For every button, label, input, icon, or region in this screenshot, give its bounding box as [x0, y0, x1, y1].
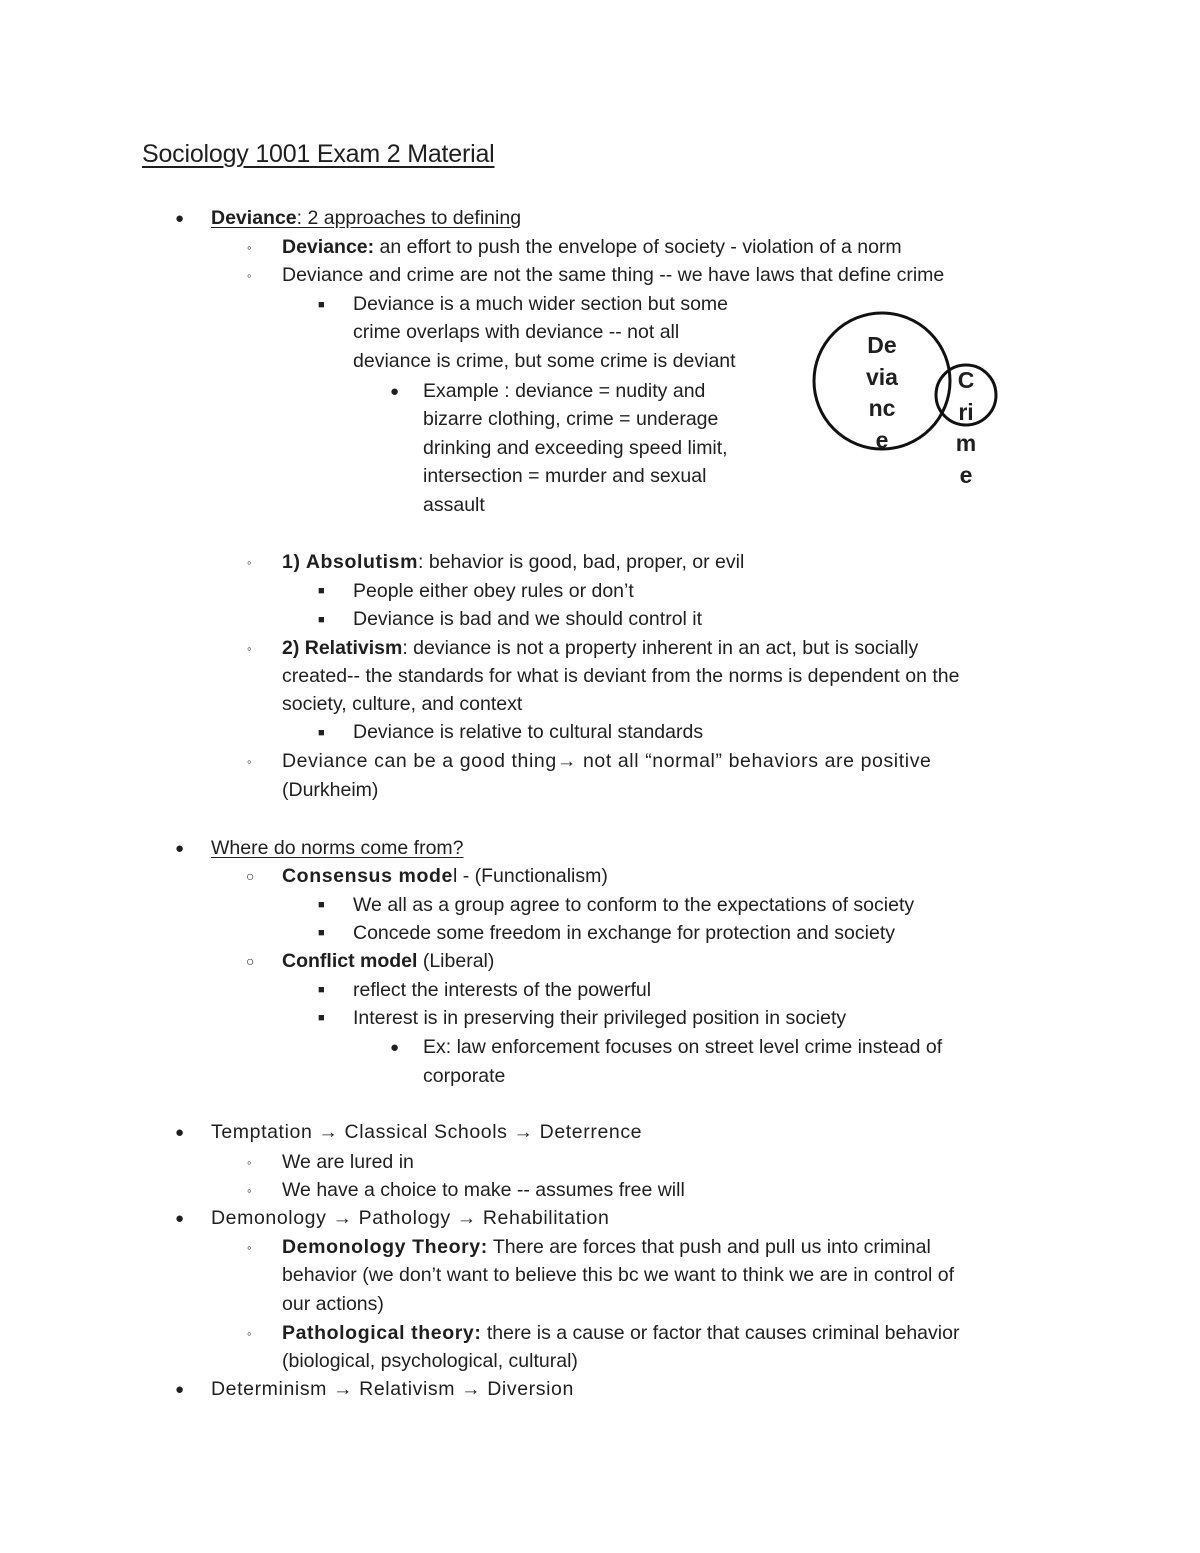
bullet-hollow-icon: ◦ [247, 1326, 252, 1341]
bullet-hollow-icon: ◦ [247, 754, 252, 769]
list-item: Concede some freedom in exchange for protection and society [353, 922, 895, 944]
bullet-hollow-icon: ◦ [247, 1155, 252, 1170]
bullet-hollow-icon: ◦ [247, 1240, 252, 1255]
bullet-ring-icon: ○ [246, 868, 255, 884]
list-item: Deviance is a much wider section but some [353, 293, 729, 315]
list-item: Deviance and crime are not the same thing -- we have laws that define crime [282, 264, 945, 286]
bullet-disc-icon: ● [175, 210, 185, 227]
bullet-disc-icon: ● [390, 1039, 400, 1056]
list-item-cont: drinking and exceeding speed limit, [423, 437, 728, 459]
venn-label-deviance: De via nc e [866, 332, 898, 453]
list-item: reflect the interests of the powerful [353, 979, 652, 1001]
list-item: Deviance is bad and we should control it [353, 608, 703, 630]
list-item: Consensus model - (Functionalism) [282, 865, 608, 887]
list-item: Conflict model (Liberal) [282, 950, 495, 972]
list-item: 2) Relativism: deviance is not a property inherent in an act, but is socially [282, 637, 919, 659]
bullet-disc-icon: ● [175, 1210, 185, 1227]
list-item: Deviance: an effort to push the envelope of society - violation of a norm [282, 236, 902, 258]
list-item-cont: society, culture, and context [282, 693, 523, 715]
list-item: 1) Absolutism: behavior is good, bad, proper, or evil [282, 551, 745, 573]
section-deviance-heading: Deviance: 2 approaches to defining [211, 207, 522, 229]
list-item-cont: (biological, psychological, cultural) [282, 1350, 578, 1372]
bullet-ring-icon: ○ [246, 953, 255, 969]
bullet-square-icon: ■ [318, 1012, 325, 1024]
page-title: Sociology 1001 Exam 2 Material [142, 140, 495, 168]
list-item-cont: assault [423, 494, 485, 516]
section-norms-heading: Where do norms come from? [211, 837, 464, 859]
bullet-square-icon: ■ [318, 899, 325, 911]
list-item-cont: corporate [423, 1065, 506, 1087]
bullet-disc-icon: ● [175, 840, 185, 857]
list-item: People either obey rules or don’t [353, 580, 634, 602]
section-determinism-heading: Determinism → Relativism → Diversion [211, 1378, 574, 1400]
list-item: We have a choice to make -- assumes free will [282, 1179, 685, 1201]
list-item: Pathological theory: there is a cause or factor that causes criminal behavior [282, 1322, 960, 1344]
bullet-square-icon: ■ [318, 927, 325, 939]
bullet-hollow-icon: ◦ [247, 268, 252, 283]
section-demonology-heading: Demonology → Pathology → Rehabilitation [211, 1207, 610, 1229]
bullet-square-icon: ■ [318, 614, 325, 626]
list-item: Example : deviance = nudity and [423, 380, 706, 402]
bullet-disc-icon: ● [175, 1381, 185, 1398]
list-item: Deviance is relative to cultural standards [353, 721, 704, 743]
list-item: Deviance can be a good thing→ not all “normal” behaviors are positive [282, 750, 932, 772]
bullet-hollow-icon: ◦ [247, 240, 252, 255]
bullet-hollow-icon: ◦ [247, 555, 252, 570]
list-item-cont: crime overlaps with deviance -- not all [353, 321, 680, 343]
venn-label-crime: C ri m e [955, 367, 977, 488]
list-item: Ex: law enforcement focuses on street level crime instead of [423, 1036, 943, 1058]
bullet-square-icon: ■ [318, 984, 325, 996]
section-temptation-heading: Temptation → Classical Schools → Deterrence [211, 1121, 643, 1143]
bullet-hollow-icon: ◦ [247, 641, 252, 656]
list-item-cont: behavior (we don’t want to believe this bc we want to think we are in control of [282, 1264, 955, 1286]
bullet-disc-icon: ● [390, 383, 400, 400]
list-item-cont: our actions) [282, 1293, 384, 1315]
list-item: We all as a group agree to conform to the expectations of society [353, 894, 915, 916]
bullet-hollow-icon: ◦ [247, 1183, 252, 1198]
list-item: Interest is in preserving their privileged position in society [353, 1007, 847, 1029]
list-item: We are lured in [282, 1151, 414, 1173]
venn-diagram [800, 300, 1020, 500]
list-item: Demonology Theory: There are forces that push and pull us into criminal [282, 1236, 931, 1258]
list-item-cont: intersection = murder and sexual [423, 465, 707, 487]
list-item-cont: deviance is crime, but some crime is deviant [353, 350, 736, 372]
list-item-cont: bizarre clothing, crime = underage [423, 408, 719, 430]
bullet-square-icon: ■ [318, 299, 325, 311]
bullet-square-icon: ■ [318, 727, 325, 739]
bullet-square-icon: ■ [318, 585, 325, 597]
bullet-disc-icon: ● [175, 1124, 185, 1141]
list-item-cont: created-- the standards for what is deviant from the norms is dependent on the [282, 665, 960, 687]
list-item-cont: (Durkheim) [282, 779, 379, 801]
